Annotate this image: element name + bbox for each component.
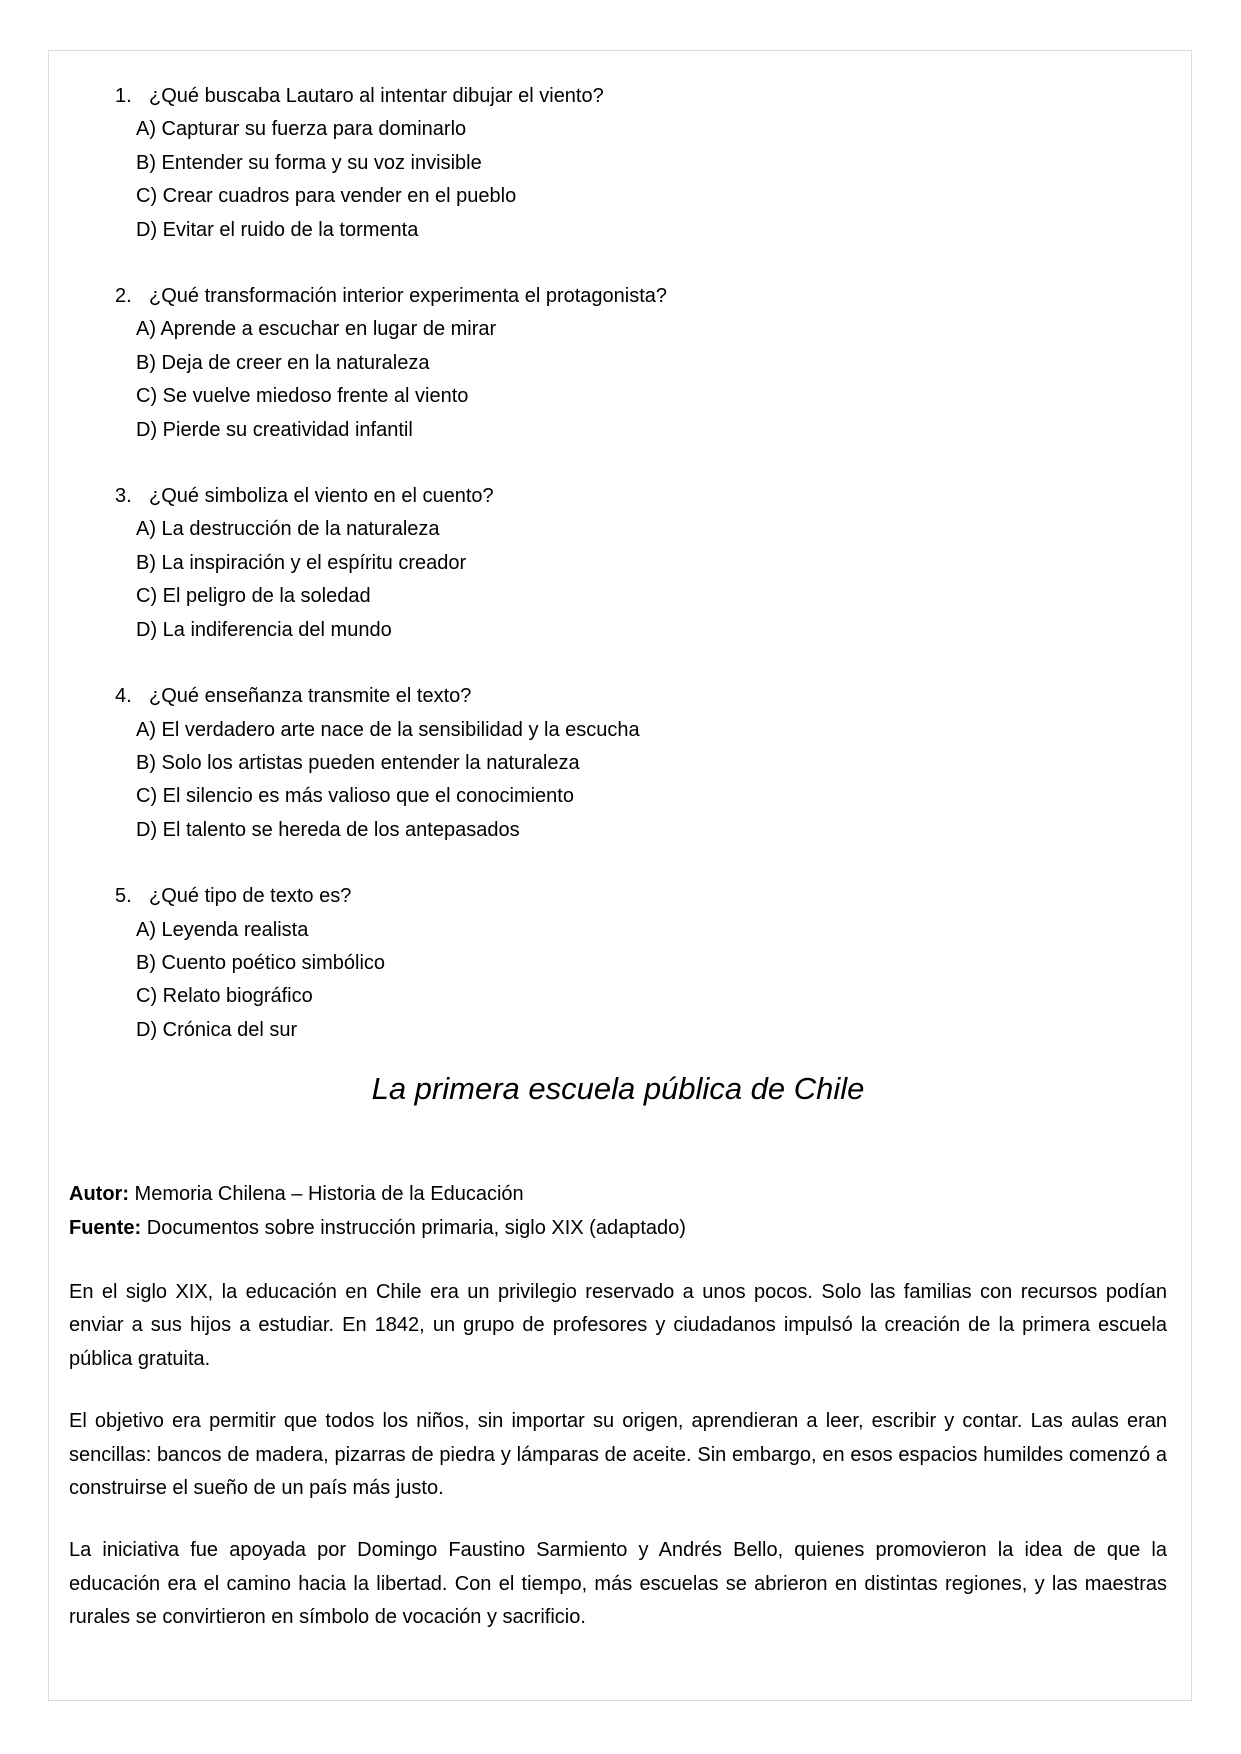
question-options [136,513,1167,647]
question-option: B) Entender su forma y su voz invisible [136,151,482,174]
author-value: Memoria Chilena – Historia de la Educación [134,1183,524,1206]
question-option: B) Cuento poético simbólico [136,951,386,974]
reading-paragraph: En el siglo XIX, la educación en Chile era un privilegio reservado a unos pocos. Solo las familias con recursos podían enviar a sus hijos a estudiar. En 1842, un grupo de profesores y ciudadanos impulsó la creación de la primera escuela pública gratuita. [69,1280,1167,1370]
question-item [69,80,1167,247]
question-line [69,280,1167,313]
author-label: Autor: [69,1183,129,1206]
question-item [69,480,1167,647]
reading-title: La primera escuela pública de Chile [371,1071,865,1107]
source-label: Fuente: [69,1216,142,1239]
question-option: C) El silencio es más valioso que el conocimiento [136,785,574,808]
question-option: D) Pierde su creatividad infantil [136,418,413,441]
question-text: ¿Qué simboliza el viento en el cuento? [149,485,494,508]
author-line [69,1178,1167,1211]
question-number: 2. [115,285,132,308]
question-text: ¿Qué enseñanza transmite el texto? [149,685,472,708]
question-option: D) Evitar el ruido de la tormenta [136,218,419,241]
question-option: A) Leyenda realista [136,918,309,941]
question-option: C) Crear cuadros para vender en el pueblo [136,185,517,208]
question-options [136,714,1167,848]
question-number: 1. [115,85,132,107]
question-option: C) Relato biográfico [136,985,313,1008]
document-page [48,50,1192,1701]
question-number: 5. [115,885,132,908]
question-item [69,680,1167,847]
question-number: 4. [115,685,132,708]
question-option: D) El talento se hereda de los antepasados [136,818,520,841]
question-option: A) La destrucción de la naturaleza [136,518,440,541]
question-option: D) La indiferencia del mundo [136,618,392,641]
question-option: B) Solo los artistas pueden entender la naturaleza [136,751,580,774]
source-value: Documentos sobre instrucción primaria, siglo XIX (adaptado) [146,1216,686,1239]
question-options [136,914,1167,1048]
question-option: A) Aprende a escuchar en lugar de mirar [136,318,497,341]
question-number: 3. [115,485,132,508]
question-option: B) La inspiración y el espíritu creador [136,551,467,574]
question-option: D) Crónica del sur [136,1018,298,1041]
source-line [69,1212,1167,1245]
question-item [69,280,1167,447]
question-line [69,480,1167,513]
reading-meta [69,1178,1167,1245]
question-text: ¿Qué transformación interior experimenta el protagonista? [149,285,668,308]
reading-paragraphs [69,1276,1167,1635]
reading-paragraph: El objetivo era permitir que todos los niños, sin importar su origen, aprendieran a leer, escribir y contar. Las aulas eran sencillas: bancos de madera, pizarras de piedra y lámparas de aceite. Sin embargo, en esos espacios humildes comenzó a construirse el sueño de un país más justo. [69,1410,1167,1499]
question-list [69,80,1167,1047]
question-line [69,880,1167,913]
question-option: A) Capturar su fuerza para dominarlo [136,118,467,141]
question-option: A) El verdadero arte nace de la sensibilidad y la escucha [136,718,640,741]
reading-paragraph: La iniciativa fue apoyada por Domingo Faustino Sarmiento y Andrés Bello, quienes promovieron la idea de que la educación era el camino hacia la libertad. Con el tiempo, más escuelas se abrieron en distintas regiones, y las maestras rurales se convirtieron en símbolo de vocación y sacrificio. [69,1539,1167,1629]
question-text: ¿Qué tipo de texto es? [149,885,352,908]
question-line [69,80,1167,113]
question-option: B) Deja de creer en la naturaleza [136,351,430,374]
question-line [69,680,1167,713]
question-options [136,113,1167,247]
question-text: ¿Qué buscaba Lautaro al intentar dibujar el viento? [149,85,604,107]
question-options [136,313,1167,447]
question-option: C) Se vuelve miedoso frente al viento [136,385,469,408]
question-option: C) El peligro de la soledad [136,585,371,608]
question-item [69,880,1167,1047]
